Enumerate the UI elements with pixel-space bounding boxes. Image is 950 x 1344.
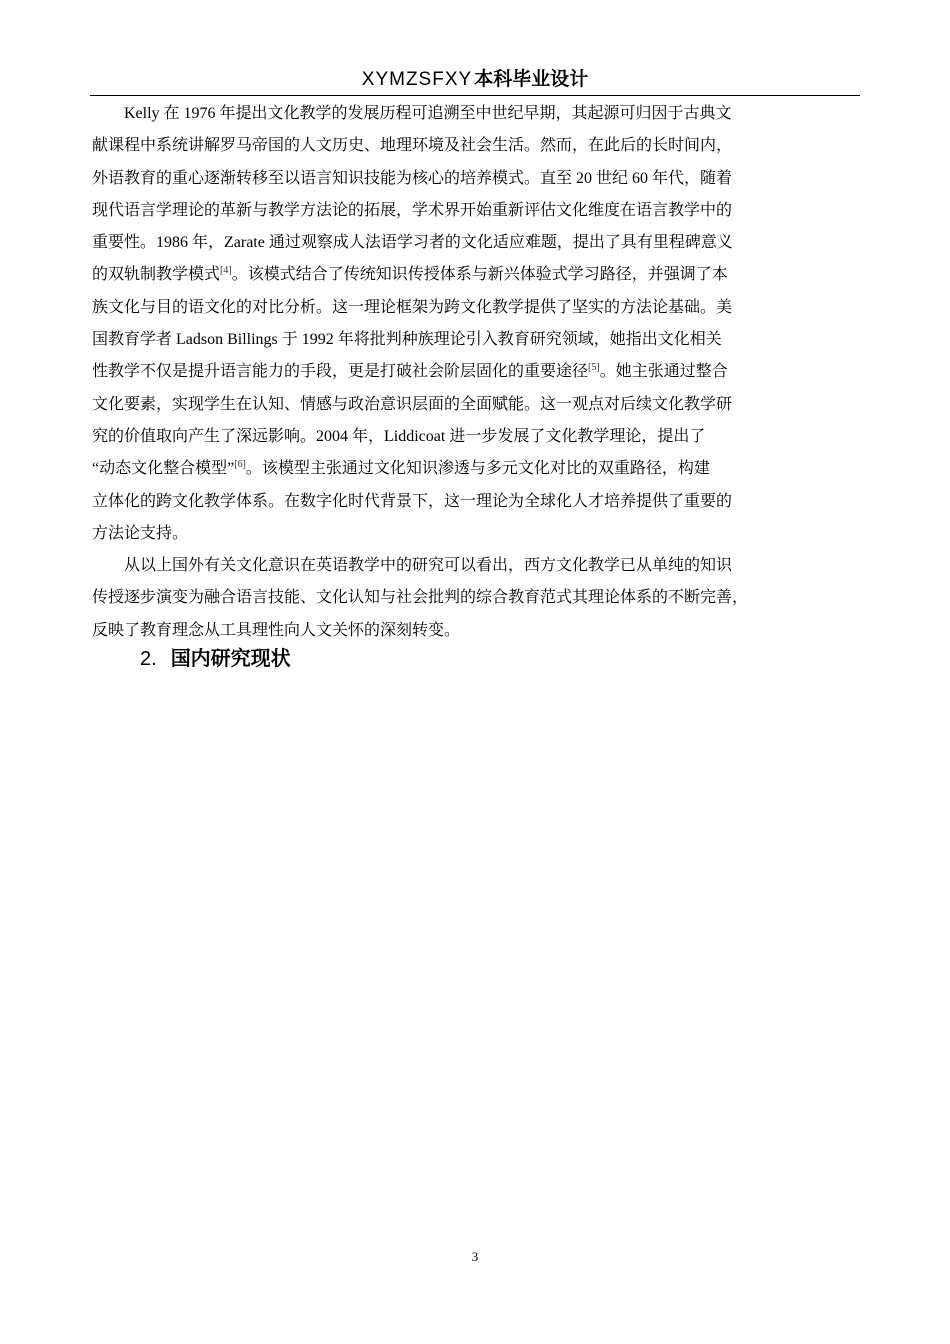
text-line	[92, 582, 860, 614]
text-line	[92, 98, 860, 130]
text-line	[92, 453, 860, 485]
line-text: 现代语言学理论的革新与教学方法论的拓展，学术界开始重新评估文化维度在语言教学中的	[92, 201, 733, 219]
line-text: Kelly 在 1976 年提出文化教学的发展历程可追溯至中世纪早期，其起源可归因于古典文	[124, 105, 732, 122]
text-line	[92, 486, 860, 518]
line-text: 性教学不仅是提升语言能力的手段，更是打破社会阶层固化的重要途径	[92, 363, 589, 381]
citation-ref[interactable]: [4]	[220, 265, 232, 277]
paragraph-summary	[92, 550, 860, 647]
text-line	[92, 130, 860, 162]
line-text: 文化要素，实现学生在认知、情感与政治意识层面的全面赋能。这一观点对后续文化教学研	[92, 395, 733, 413]
line-text: 外语教育的重心逐渐转移至以语言知识技能为核心的培养模式。直至 20 世纪 60 年代，随着	[92, 169, 733, 187]
text-line	[92, 421, 860, 453]
page-header	[90, 64, 860, 95]
section-number: 2.	[140, 648, 157, 670]
text-line	[92, 518, 860, 550]
line-text: 国教育学者 Ladson Billings 于 1992 年将批判种族理论引入教育研究领域，她指出文化相关	[92, 331, 722, 349]
line-text: 献课程中系统讲解罗马帝国的人文历史、地理环境及社会生活。然而，在此后的长时间内，	[92, 137, 733, 155]
line-text: 族文化与目的语文化的对比分析。这一理论框架为跨文化教学提供了坚实的方法论基础。美	[92, 298, 733, 316]
text-line	[92, 259, 860, 291]
text-line	[92, 195, 860, 227]
text-line	[92, 163, 860, 195]
line-text: 。她主张通过整合	[599, 363, 728, 381]
header-doc-type: 本科毕业设计	[474, 68, 589, 90]
line-text: 方法论支持。	[92, 524, 189, 542]
text-line	[92, 227, 860, 259]
line-text: “动态文化整合模型”	[92, 460, 235, 478]
line-text: 重要性。1986 年，Zarate 通过观察成人法语学习者的文化适应难题，提出了具有里程碑意义	[92, 234, 733, 252]
citation-ref[interactable]: [6]	[234, 459, 246, 471]
text-line	[92, 550, 860, 582]
line-text: 。该模型主张通过文化知识渗透与多元文化对比的双重路径，构建	[245, 460, 710, 478]
line-text: 传授逐步演变为融合语言技能、文化认知与社会批判的综合教育范式其理论体系的不断完善，	[92, 589, 749, 607]
line-text: 的双轨制教学模式	[92, 266, 221, 284]
text-line	[92, 292, 860, 324]
text-line	[92, 324, 860, 356]
header-school-code: XYMZSFXY	[361, 69, 473, 90]
line-text: 从以上国外有关文化意识在英语教学中的研究可以看出，西方文化教学已从单纯的知识	[124, 557, 733, 575]
section-heading	[140, 642, 291, 675]
section-title: 国内研究现状	[170, 646, 291, 670]
header-rule	[90, 95, 860, 96]
body-text	[92, 98, 860, 647]
line-text: 立体化的跨文化教学体系。在数字化时代背景下，这一理论为全球化人才培养提供了重要的	[92, 492, 733, 510]
line-text: 反映了教育理念从工具理性向人文关怀的深刻转变。	[92, 621, 461, 639]
line-text: 究的价值取向产生了深远影响。2004 年，Liddicoat 进一步发展了文化教学理论，提出了	[92, 427, 706, 445]
page-number: 3	[471, 1249, 479, 1264]
text-line	[92, 356, 860, 388]
line-text: 。该模式结合了传统知识传授体系与新兴体验式学习路径，并强调了本	[231, 266, 728, 284]
citation-ref[interactable]: [5]	[588, 362, 600, 374]
paragraph-foreign-research	[92, 98, 860, 550]
text-line	[92, 389, 860, 421]
